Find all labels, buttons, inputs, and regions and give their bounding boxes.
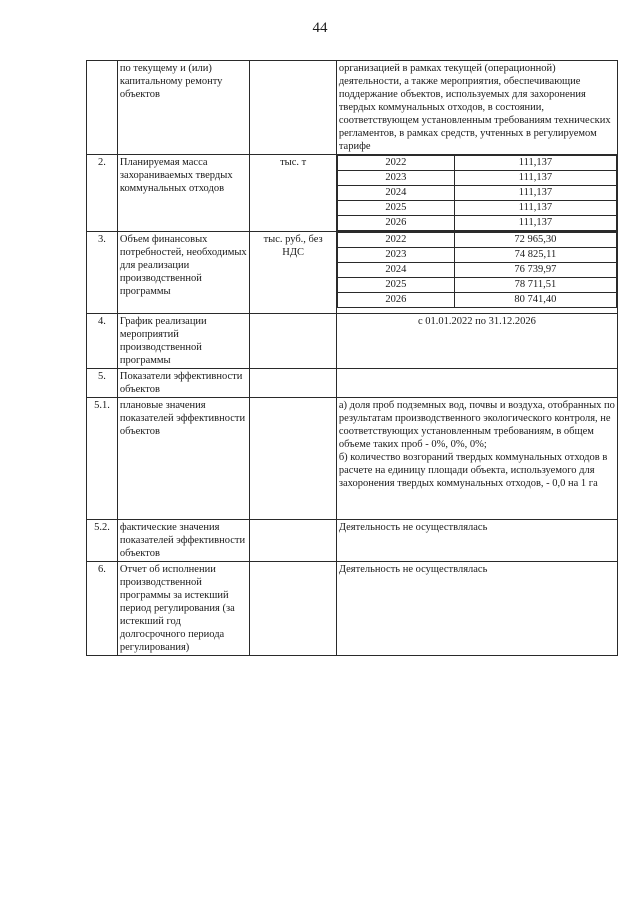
year-row <box>337 186 616 201</box>
row-unit: тыс. т <box>250 155 336 232</box>
year-row <box>337 263 616 278</box>
row-unit <box>250 398 336 520</box>
row-number: 5.1. <box>87 398 118 520</box>
year-values-table <box>337 155 617 231</box>
row-value: Деятельность не осуществлялась <box>336 520 617 562</box>
year-label: 2024 <box>337 186 454 201</box>
year-row <box>337 293 616 308</box>
table-row <box>87 314 618 369</box>
year-value: 111,137 <box>454 171 616 186</box>
year-value: 111,137 <box>454 201 616 216</box>
program-table <box>86 60 618 656</box>
year-values-cell <box>336 232 617 314</box>
table-row <box>87 520 618 562</box>
year-values-cell <box>336 155 617 232</box>
row-name: по текущему и (или) капитальному ремонту объектов <box>117 61 250 155</box>
row-value: организацией в рамках текущей (операционной) деятельности, а также мероприятия, обеспечивающие поддержание объектов, используемых для захоронения твердых коммунальных отходов, в состоянии, соответствующем установленным требованиям технических регламентов, в рамках средств, учтенных в регулируемом тарифе <box>336 61 617 155</box>
row-number: 6. <box>87 562 118 656</box>
year-label: 2023 <box>337 248 454 263</box>
year-label: 2026 <box>337 216 454 231</box>
table-row <box>87 155 618 232</box>
row-value: Деятельность не осуществлялась <box>336 562 617 656</box>
year-label: 2025 <box>337 201 454 216</box>
row-name: График реализации мероприятий производственной программы <box>117 314 250 369</box>
row-number: 5.2. <box>87 520 118 562</box>
table-row <box>87 232 618 314</box>
year-value: 80 741,40 <box>454 293 616 308</box>
year-row <box>337 156 616 171</box>
year-value: 78 711,51 <box>454 278 616 293</box>
year-label: 2022 <box>337 156 454 171</box>
year-row <box>337 233 616 248</box>
row-value: с 01.01.2022 по 31.12.2026 <box>336 314 617 369</box>
row-unit <box>250 520 336 562</box>
year-label: 2022 <box>337 233 454 248</box>
row-unit: тыс. руб., без НДС <box>250 232 336 314</box>
table-row <box>87 398 618 520</box>
year-row <box>337 201 616 216</box>
year-value: 111,137 <box>454 186 616 201</box>
row-name: Планируемая масса захораниваемых твердых коммунальных отходов <box>117 155 250 232</box>
year-values-table <box>337 232 617 308</box>
row-number: 3. <box>87 232 118 314</box>
year-row <box>337 216 616 231</box>
row-name: фактические значения показателей эффективности объектов <box>117 520 250 562</box>
row-number <box>87 61 118 155</box>
year-value: 72 965,30 <box>454 233 616 248</box>
row-number: 4. <box>87 314 118 369</box>
row-unit <box>250 61 336 155</box>
row-name: Объем финансовых потребностей, необходимых для реализации производственной программы <box>117 232 250 314</box>
indicator-a: а) доля проб подземных вод, почвы и воздуха, отобранных по результатам производственного экологического контроля, не соответствующих установленным требованиям, в общем объеме таких проб - 0%, 0%, 0%; <box>338 400 615 450</box>
year-value: 76 739,97 <box>454 263 616 278</box>
year-value: 111,137 <box>454 156 616 171</box>
year-label: 2024 <box>337 263 454 278</box>
row-value <box>336 369 617 398</box>
year-label: 2023 <box>337 171 454 186</box>
year-row <box>337 171 616 186</box>
row-name: плановые значения показателей эффективности объектов <box>117 398 250 520</box>
indicator-b: б) количество возгораний твердых коммунальных отходов в расчете на единицу площади объекта, используемого для захоронения твердых коммунальных отходов, - 0,0 на 1 га <box>338 452 608 489</box>
row-name: Показатели эффективности объектов <box>117 369 250 398</box>
table-row <box>87 369 618 398</box>
year-row <box>337 278 616 293</box>
year-value: 111,137 <box>454 216 616 231</box>
row-unit <box>250 314 336 369</box>
row-value <box>336 398 617 520</box>
table-row <box>87 61 618 155</box>
year-value: 74 825,11 <box>454 248 616 263</box>
row-unit <box>250 369 336 398</box>
row-name: Отчет об исполнении производственной программы за истекший период регулирования (за истекший год долгосрочного периода регулирования) <box>117 562 250 656</box>
year-label: 2026 <box>337 293 454 308</box>
year-row <box>337 248 616 263</box>
year-label: 2025 <box>337 278 454 293</box>
row-number: 5. <box>87 369 118 398</box>
row-unit <box>250 562 336 656</box>
table-row <box>87 562 618 656</box>
row-number: 2. <box>87 155 118 232</box>
page-number: 44 <box>312 20 328 36</box>
